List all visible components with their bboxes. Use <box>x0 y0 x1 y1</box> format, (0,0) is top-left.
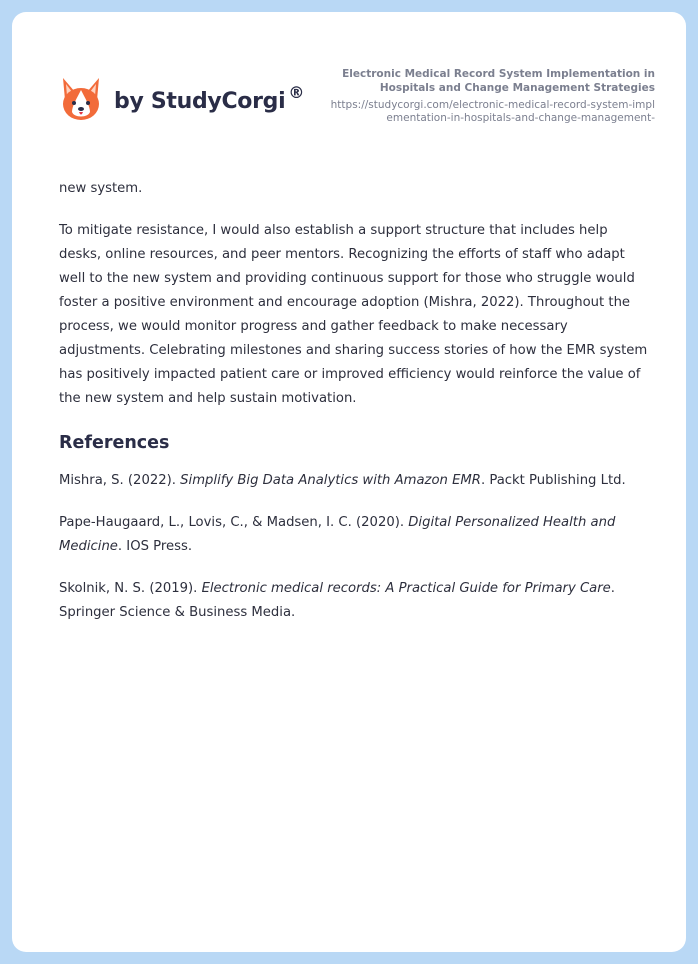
body-paragraph: new system. <box>59 181 143 196</box>
page-header <box>12 12 686 142</box>
corgi-icon <box>60 76 102 122</box>
studycorgi-logo[interactable] <box>60 76 304 122</box>
reference-item: Pape-Haugaard, L., Lovis, C., & Madsen, I. C. (2020). Digital Personalized Health and Medicine. IOS Press. <box>59 515 616 554</box>
body-paragraph: To mitigate resistance, I would also establish a support structure that includes help desks, online resources, and peer mentors. Recognizing the efforts of staff who adapt well to the new system and providing continuous support for those who struggle would foster a positive environment and encourage adoption (Mishra, 2022). Throughout the process, we would monitor progress and gather feedback to make necessary adjustments. Celebrating milestones and sharing success stories of how the EMR system has positively impacted patient care or improved efficiency would reinforce the value of the new system and help sustain motivation. <box>59 223 648 406</box>
references-heading: References <box>59 433 170 453</box>
reference-title: Electronic medical records: A Practical Guide for Primary Care <box>201 581 611 596</box>
reference-title: Simplify Big Data Analytics with Amazon EMR <box>180 473 481 488</box>
reference-title: Digital Personalized Health and Medicine <box>59 515 616 554</box>
document-url[interactable]: https://studycorgi.com/electronic-medical-record-system-implementation-in-hospitals-and-change-management- <box>330 99 655 124</box>
brand-name: by StudyCorgi ® <box>114 82 305 114</box>
document-page <box>12 12 686 952</box>
document-meta <box>325 67 655 125</box>
reference-item: Mishra, S. (2022). Simplify Big Data Analytics with Amazon EMR. Packt Publishing Ltd. <box>59 473 626 488</box>
document-title: Electronic Medical Record System Implementation in Hospitals and Change Management Strategies <box>342 68 655 94</box>
document-body <box>59 177 651 643</box>
reference-item: Skolnik, N. S. (2019). Electronic medical records: A Practical Guide for Primary Care. Springer Science & Business Media. <box>59 581 615 620</box>
